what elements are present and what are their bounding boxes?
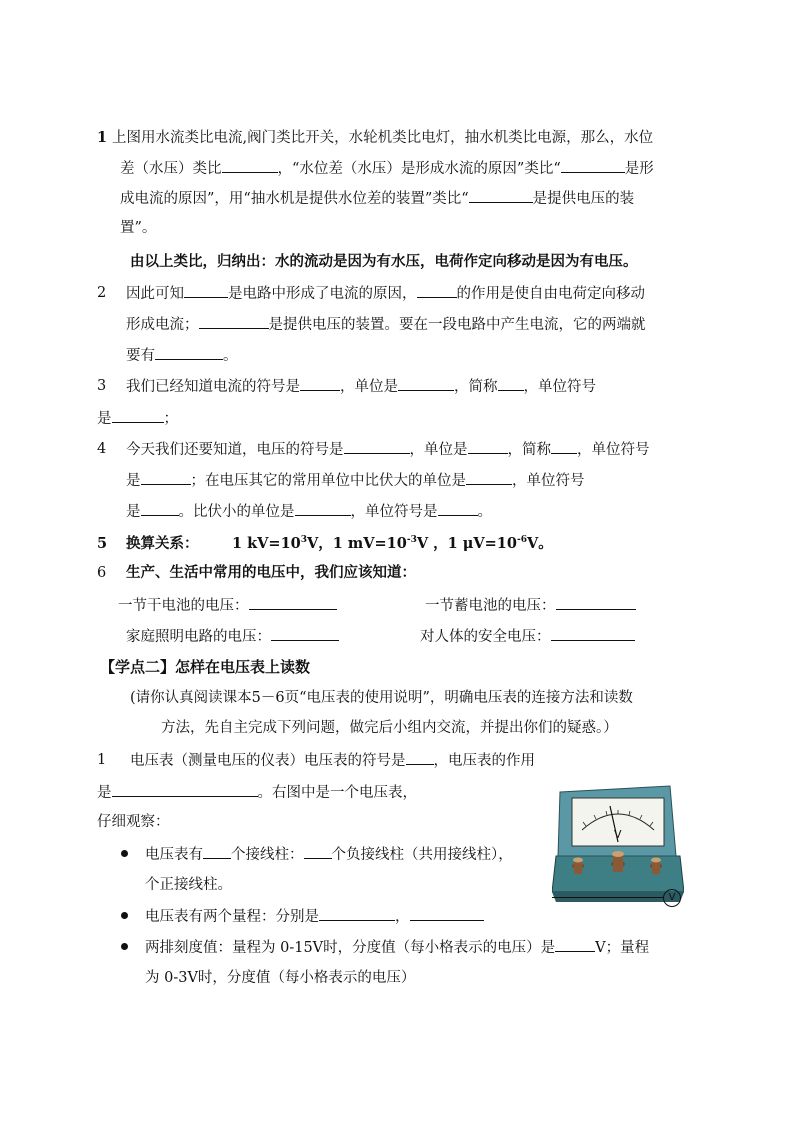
blank[interactable] [551, 439, 577, 454]
blank[interactable] [406, 750, 434, 765]
blank[interactable] [319, 906, 395, 921]
bullet3-line2: 为 0-3V时，分度值（每小格表示的电压） [145, 970, 416, 986]
blank[interactable] [466, 470, 512, 485]
blank[interactable] [141, 470, 191, 485]
blank[interactable] [112, 782, 258, 797]
blank[interactable] [304, 844, 332, 859]
q3-line1: 我们已经知道电流的符号是 ，单位是 ，简称 ，单位符号 [126, 376, 596, 397]
q4-number: 4 [97, 441, 107, 457]
blank[interactable] [417, 283, 457, 298]
bullet2-line: 电压表有两个量程：分别是 ， [145, 906, 484, 927]
s2q1-line2: 是 。右图中是一个电压表， [97, 782, 417, 803]
q2-number: 2 [97, 285, 107, 301]
blank[interactable] [410, 906, 484, 921]
q1-line2: 差（水压）类比 ，“水位差（水压）是形成水流的原因”类比“ 是形 [120, 158, 654, 179]
voltmeter-symbol: V [663, 889, 681, 907]
bullet1-line2: 个正接线柱。 [145, 877, 232, 893]
bullet-icon [121, 850, 128, 857]
s2q1-line1: 电压表（测量电压的仪表）电压表的符号是 ，电压表的作用 [130, 750, 535, 771]
q6-dry-cell: 一节干电池的电压： [118, 595, 337, 616]
blank[interactable] [295, 501, 351, 516]
bullet3-line1: 两排刻度值：量程为 0-15V时，分度值（每小格表示的电压）是 V；量程 [145, 937, 649, 958]
q6-number: 6 [97, 565, 107, 581]
voltmeter-illustration [552, 780, 684, 906]
q2-line2: 形成电流； 是提供电压的装置。要在一段电路中产生电流，它的两端就 [126, 314, 646, 335]
q4-line1: 今天我们还要知道，电压的符号是 ，单位是 ，简称 ，单位符号 [126, 439, 650, 460]
blank[interactable] [112, 408, 164, 423]
blank[interactable] [184, 283, 228, 298]
q5-label: 换算关系： [126, 535, 199, 552]
svg-text:V: V [614, 828, 622, 841]
blank[interactable] [300, 376, 340, 391]
blank[interactable] [561, 158, 625, 173]
q1-line4: 置”。 [120, 220, 157, 236]
bullet-icon [121, 943, 128, 950]
blank[interactable] [551, 626, 635, 641]
bullet-icon [121, 912, 128, 919]
q2-line1: 因此可知 是电路中形成了电流的原因， 的作用是使自由电荷定向移动 [126, 283, 645, 304]
circuit-line [552, 897, 664, 898]
blank[interactable] [141, 501, 179, 516]
blank[interactable] [222, 158, 278, 173]
q5-formula: 1 $kV=10^3V$，1 $mV=10^{-3}V$ ，1 $\mu V=10^{-6}V$。 [232, 535, 553, 552]
q5-number: 5 [97, 535, 108, 552]
q3-line2: 是 ； [97, 408, 178, 429]
section2-title: 【学点二】怎样在电压表上读数 [100, 658, 311, 676]
q1-line1: 上图用水流类比电流,阀门类比开关，水轮机类比电灯，抽水机类比电源，那么，水位 [112, 130, 654, 146]
blank[interactable] [556, 595, 636, 610]
blank[interactable] [438, 501, 478, 516]
blank[interactable] [203, 844, 231, 859]
blank[interactable] [498, 376, 524, 391]
blank[interactable] [555, 937, 595, 952]
q4-line2: 是 ；在电压其它的常用单位中比伏大的单位是 ，单位符号 [126, 470, 585, 491]
blank[interactable] [468, 439, 508, 454]
q6-home-circuit: 家庭照明电路的电压： [126, 626, 339, 647]
blank[interactable] [155, 345, 223, 360]
blank[interactable] [469, 188, 533, 203]
q6-safe-voltage: 对人体的安全电压： [420, 626, 635, 647]
section2-note2: 方法，先自主完成下列问题，做完后小组内交流，并提出你们的疑惑。） [161, 720, 618, 736]
section2-note1: (请你认真阅读课本5－6页“电压表的使用说明”，明确电压表的连接方法和读数 [130, 690, 633, 706]
s2q1-number: 1 [97, 752, 107, 768]
blank[interactable] [249, 595, 337, 610]
blank[interactable] [271, 626, 339, 641]
q3-number: 3 [97, 378, 107, 394]
q1-number: 1 [97, 129, 108, 146]
summary: 由以上类比，归纳出：水的流动是因为有水压，电荷作定向移动是因为有电压。 [130, 253, 638, 270]
blank[interactable] [344, 439, 410, 454]
blank[interactable] [398, 376, 454, 391]
q6-storage-cell: 一节蓄电池的电压： [425, 595, 636, 616]
q1-line3: 成电流的原因”，用“抽水机是提供水位差的装置”类比“ 是提供电压的装 [120, 188, 634, 209]
q6-label: 生产、生活中常用的电压中，我们应该知道： [126, 564, 416, 581]
blank[interactable] [199, 314, 269, 329]
q2-line3: 要有 。 [126, 345, 238, 366]
bullet1-line1: 电压表有 个接线柱： 个负接线柱（共用接线柱）， [145, 844, 513, 865]
s2q1-line3: 仔细观察： [97, 814, 170, 830]
q4-line3: 是 。比伏小的单位是 ，单位符号是 。 [126, 501, 492, 522]
